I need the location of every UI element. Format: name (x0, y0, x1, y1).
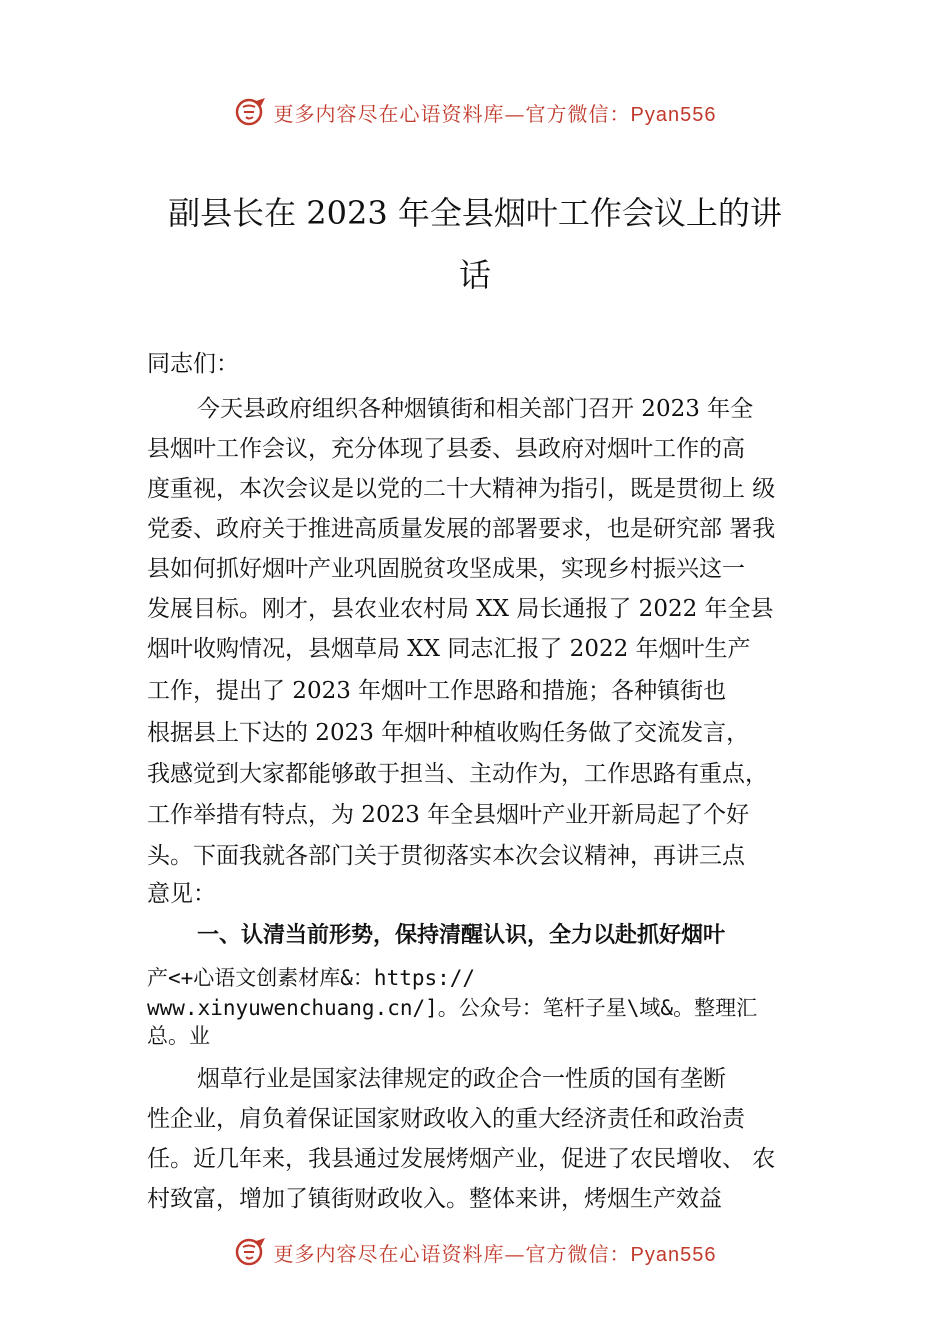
seal-logo-icon (234, 1235, 268, 1269)
salutation: 同志们： (147, 351, 239, 377)
body-line: 任。近几年来，我县通过发展烤烟产业，促进了农民增收、 农 (147, 1146, 776, 1172)
body-line: 党委、政府关于推进高质量发展的部署要求，也是研究部 署我 (147, 516, 776, 542)
body-line: 县烟叶工作会议，充分体现了县委、县政府对烟叶工作的高 (147, 436, 745, 462)
seal-logo-icon (234, 95, 268, 129)
footer-banner-text: 更多内容尽在心语资料库—官方微信：Pyan556 (273, 1241, 717, 1266)
header-banner (0, 92, 950, 132)
body-line: 性企业，肩负着保证国家财政收入的重大经济责任和政治责 (147, 1106, 745, 1132)
body-line: 意见： (147, 881, 216, 907)
title-line-2: 话 (458, 256, 491, 294)
header-wechat-id: Pyan556 (630, 103, 717, 126)
body-line: 发展目标。刚才，县农业农村局 XX 局长通报了 2022 年全县 (147, 596, 774, 622)
body-line: 烟草行业是国家法律规定的政企合一性质的国有垄断 (197, 1066, 726, 1092)
watermark-line: 产<+心语文创素材库&：https:// (147, 966, 476, 990)
section-heading-1: 一、认清当前形势，保持清醒认识，全力以赴抓好烟叶 (197, 923, 726, 948)
footer-banner (0, 1232, 950, 1272)
body-line: 县如何抓好烟叶产业巩固脱贫攻坚成果，实现乡村振兴这一 (147, 556, 745, 582)
footer-wechat-id: Pyan556 (630, 1243, 717, 1266)
body-line: 根据县上下达的 2023 年烟叶种植收购任务做了交流发言， (147, 720, 750, 746)
body-line: 度重视，本次会议是以党的二十大精神为指引，既是贯彻上 级 (147, 476, 776, 502)
body-line: 我感觉到大家都能够敢于担当、主动作为，工作思路有重点， (147, 761, 768, 787)
title-line-1: 副县长在 2023 年全县烟叶工作会议上的讲 (168, 194, 782, 232)
watermark-line: 总。业 (147, 1024, 210, 1048)
body-line: 今天县政府组织各种烟镇街和相关部门召开 2023 年全 (197, 396, 754, 422)
body-line: 工作举措有特点，为 2023 年全县烟叶产业开新局起了个好 (147, 802, 750, 828)
body-line: 烟叶收购情况，县烟草局 XX 同志汇报了 2022 年烟叶生产 (147, 636, 751, 662)
header-banner-text: 更多内容尽在心语资料库—官方微信：Pyan556 (273, 101, 717, 126)
body-line: 头。下面我就各部门关于贯彻落实本次会议精神，再讲三点 (147, 843, 745, 869)
body-line: 工作，提出了 2023 年烟叶工作思路和措施；各种镇街也 (147, 678, 727, 704)
document-title (140, 182, 810, 306)
body-line: 村致富，增加了镇街财政收入。整体来讲，烤烟生产效益 (147, 1186, 722, 1212)
watermark-line: www.xinyuwenchuang.cn/]。公众号：笔杆子星\域&。整理汇 (147, 996, 758, 1020)
